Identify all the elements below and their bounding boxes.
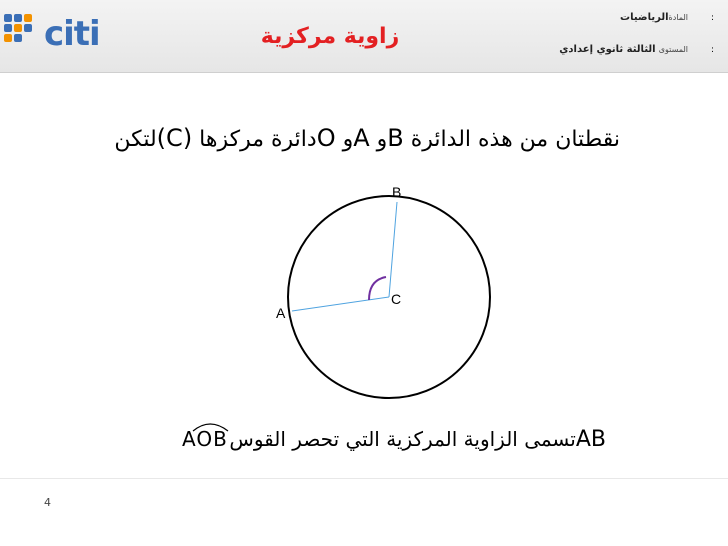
and-word-1: و (376, 127, 388, 152)
arc-ab-symbol: AB (575, 427, 606, 452)
level-key: المستوى (658, 45, 688, 54)
circle-c-symbol: (C) (156, 124, 193, 152)
page-title: زاوية مركزية (260, 24, 400, 49)
label-a: A (276, 305, 286, 321)
label-c: C (391, 291, 402, 307)
line1-mid: دائرة مركزها (192, 127, 317, 152)
subject-colon: : (710, 13, 714, 23)
subject-key: المادة (668, 13, 688, 22)
point-b-symbol: B (387, 124, 404, 152)
line2-text: تسمى الزاوية المركزية التي تحصر القوس (229, 427, 576, 451)
central-angle-arc (369, 277, 386, 300)
line1-end: لتكن (114, 127, 157, 152)
subject-value: الرياضيات (620, 12, 669, 23)
footer-divider (0, 478, 728, 479)
page-number: 4 (44, 496, 51, 509)
angle-aob-label: AOB (182, 427, 228, 451)
label-b: B (392, 184, 402, 200)
radius-oa (292, 297, 389, 311)
and-word-2: و (342, 127, 354, 152)
radius-ob (389, 202, 397, 297)
logo-text: citi (44, 14, 100, 54)
level-value: الثالثة ثانوي إعدادي (559, 44, 656, 55)
point-a-symbol: A (353, 124, 370, 152)
line1-text: نقطتان من هذه الدائرة (403, 127, 620, 152)
point-o-symbol: O (316, 124, 336, 152)
level-colon: : (710, 45, 714, 55)
conclusion-line (229, 427, 606, 452)
